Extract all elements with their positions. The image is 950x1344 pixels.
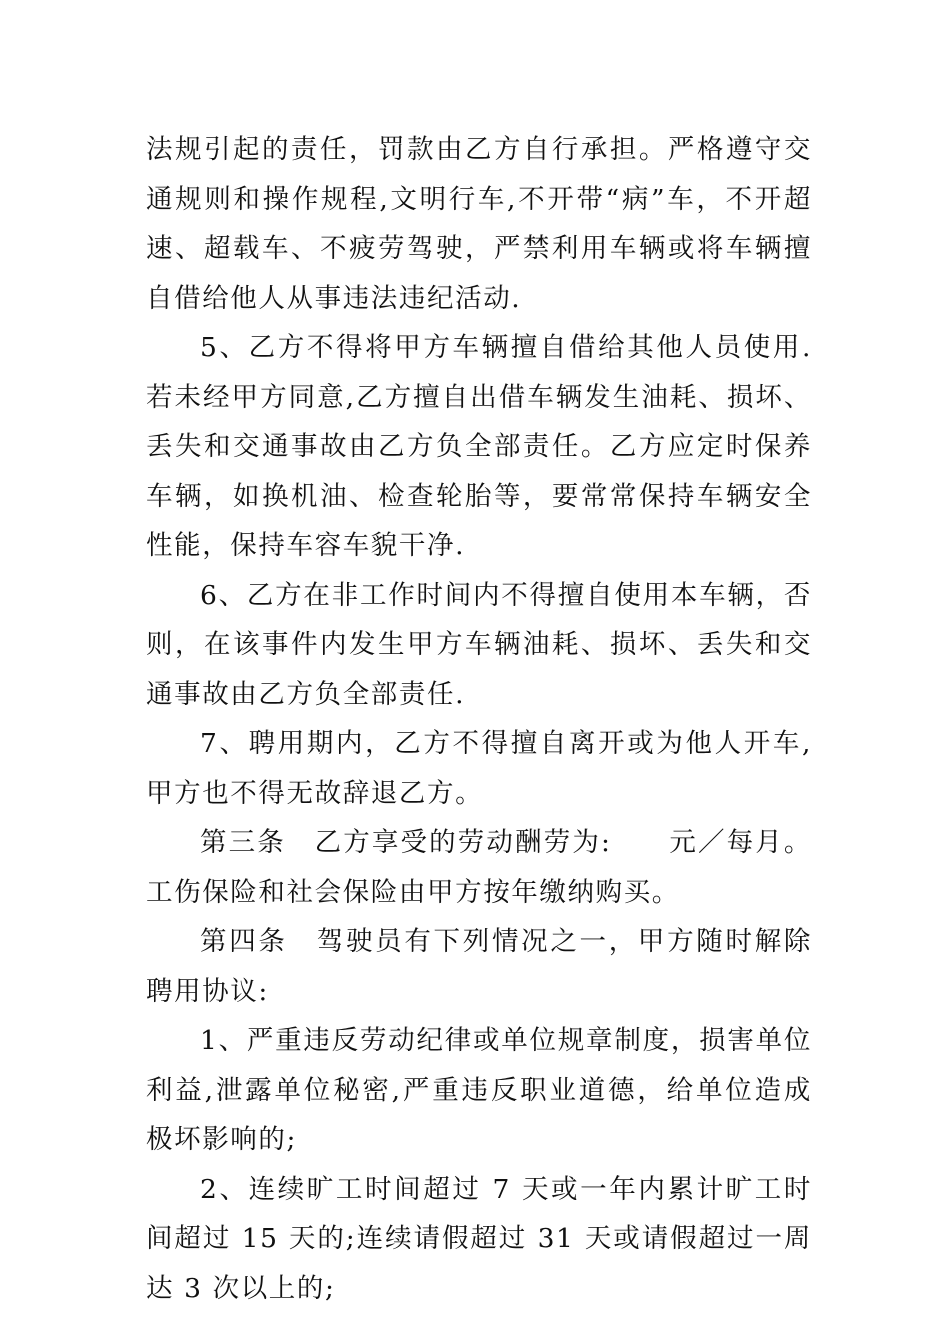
document-body [146, 125, 812, 1313]
paragraph-article-3: 第三条 乙方享受的劳动酬劳为: 元／每月。工伤保险和社会保险由甲方按年缴纳购买。 [146, 827, 812, 908]
paragraph-article-4: 第四条 驾驶员有下列情况之一，甲方随时解除聘用协议: [146, 926, 812, 1007]
paragraph-article-4-item-1: 1、严重违反劳动纪律或单位规章制度，损害单位利益,泄露单位秘密,严重违反职业道德，给单位造成极坏影响的; [146, 1025, 812, 1155]
paragraph-item-7: 7、聘用期内，乙方不得擅自离开或为他人开车,甲方也不得无故辞退乙方。 [146, 728, 812, 809]
paragraph-item-6: 6、乙方在非工作时间内不得擅自使用本车辆，否则，在该事件内发生甲方车辆油耗、损坏、丢失和交通事故由乙方负全部责任. [146, 579, 812, 710]
paragraph-article-4-item-2: 2、连续旷工时间超过 7 天或一年内累计旷工时间超过 15 天的;连续请假超过 31 天或请假超过一周达 3 次以上的; [146, 1173, 812, 1304]
paragraph-item-5: 5、乙方不得将甲方车辆擅自借给其他人员使用.若未经甲方同意,乙方擅自出借车辆发生油耗、损坏、丢失和交通事故由乙方负全部责任。乙方应定时保养车辆，如换机油、检查轮胎等，要常常保持车辆安全性能，保持车容车貌干净. [146, 332, 812, 561]
paragraph-continuation: 法规引起的责任，罚款由乙方自行承担。严格遵守交通规则和操作规程,文明行车,不开带“病”车，不开超速、超载车、不疲劳驾驶，严禁利用车辆或将车辆擅自借给他人从事违法违纪活动. [146, 134, 812, 314]
